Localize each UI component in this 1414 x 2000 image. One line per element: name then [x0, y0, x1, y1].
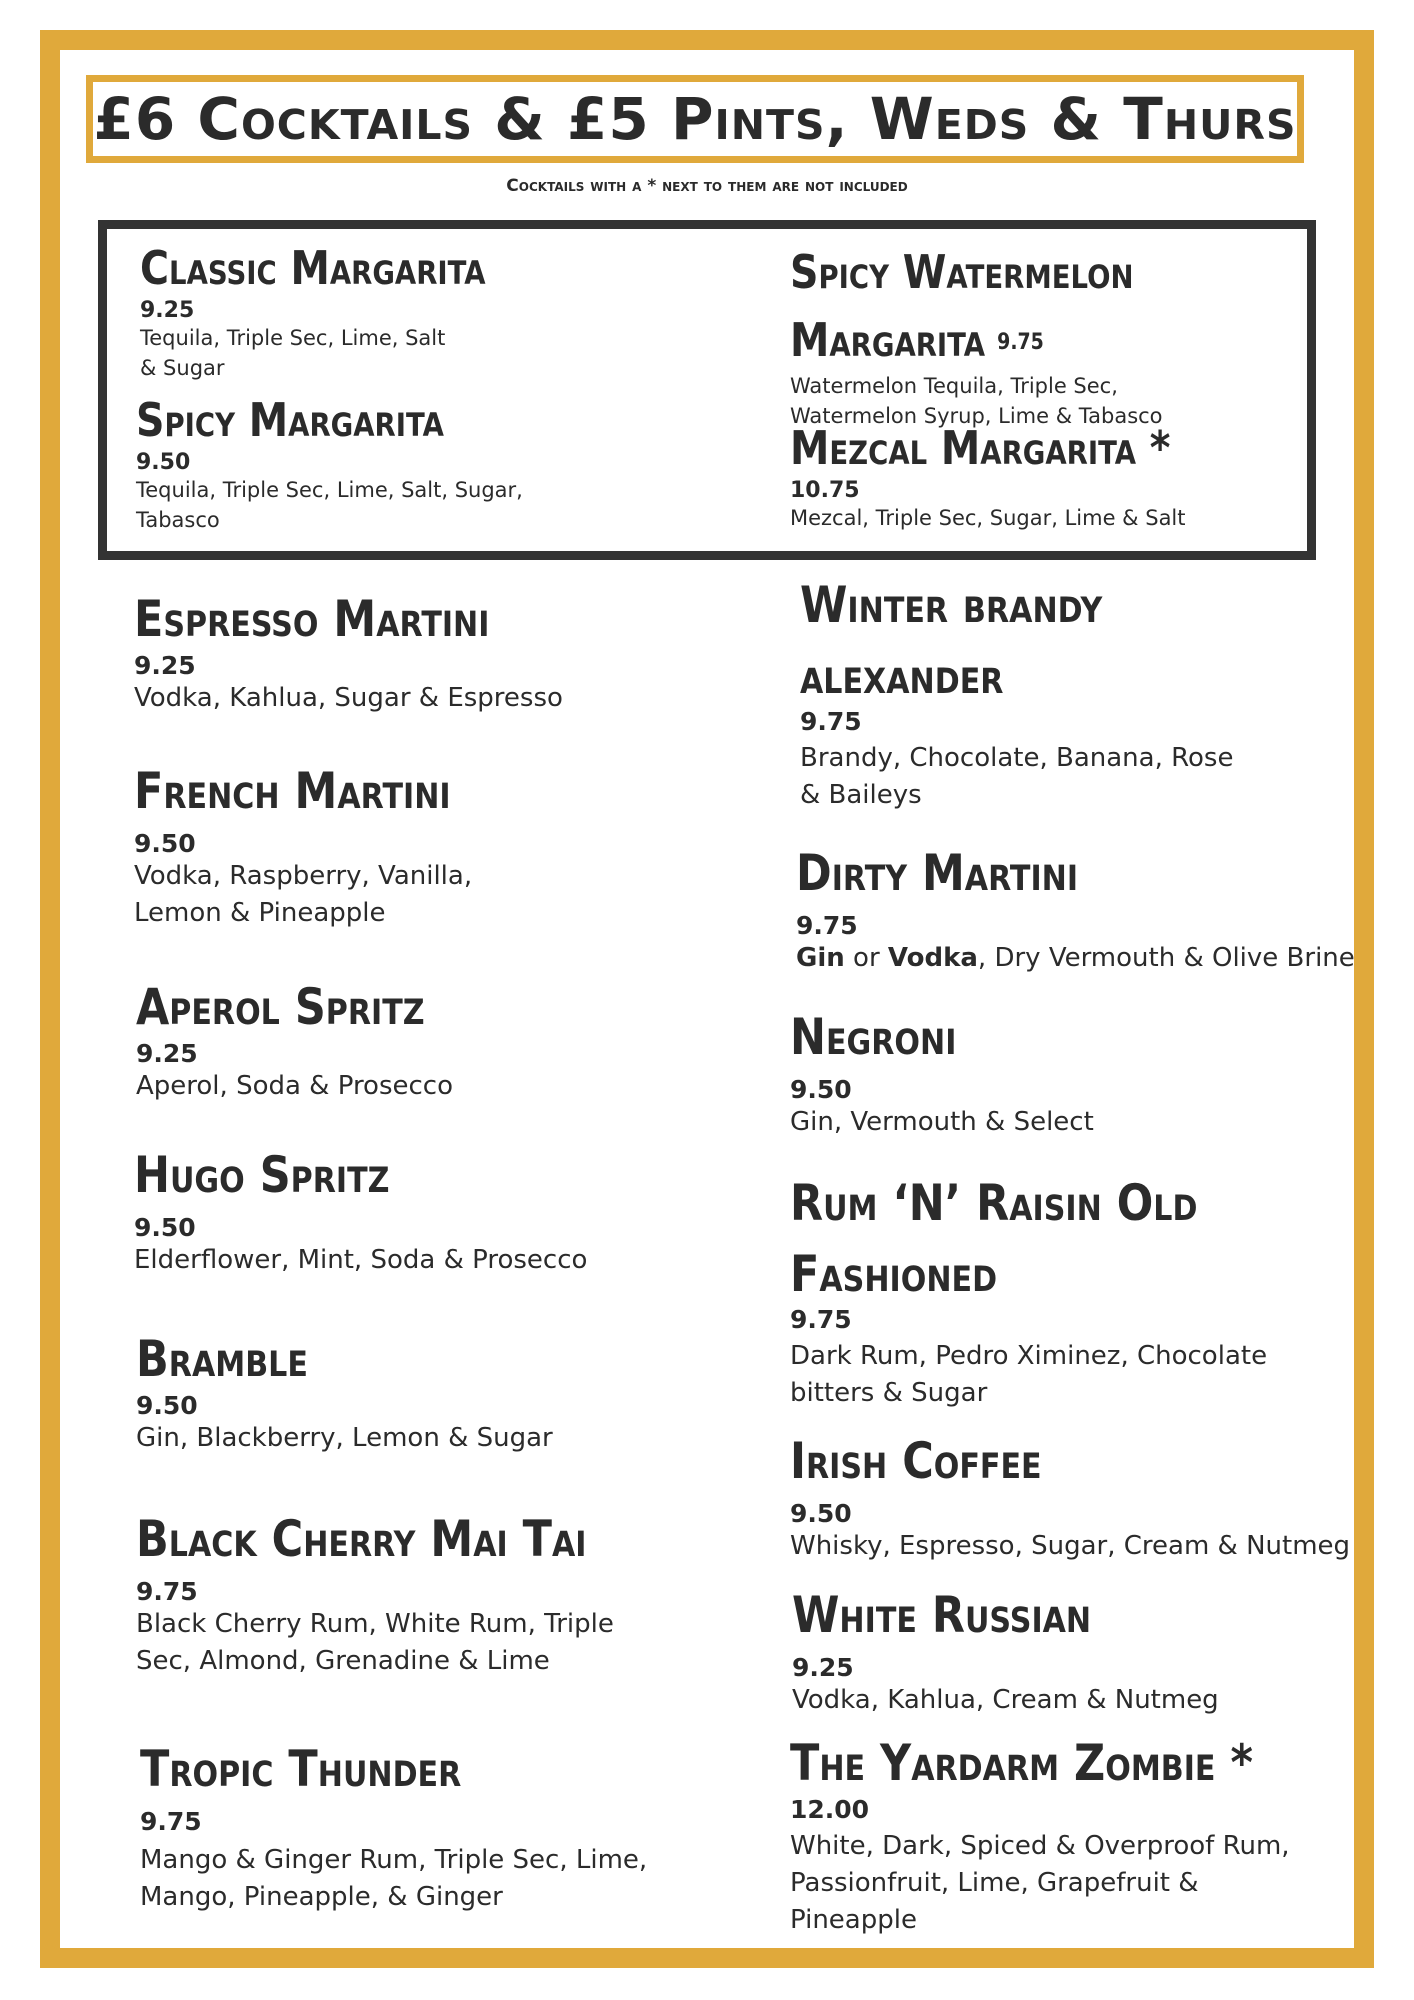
- item-desc: Sec, Almond, Grenadine & Lime: [136, 1645, 550, 1676]
- item-desc: Lemon & Pineapple: [134, 897, 386, 928]
- item-desc: Tabasco: [136, 507, 220, 532]
- item-name: Espresso Martini: [134, 590, 490, 648]
- menu-item-aperol-spritz: [136, 976, 472, 1105]
- item-price: 9.75: [140, 1806, 202, 1836]
- menu-item-espresso-martini: [134, 588, 563, 717]
- menu-title: £6 Cocktails & £5 Pints, Weds & Thurs: [93, 85, 1297, 153]
- menu-item-irish-coffee: [790, 1430, 1350, 1565]
- item-name: [790, 312, 1134, 370]
- item-desc-gin: Gin: [796, 942, 845, 973]
- item-desc: Black Cherry Rum, White Rum, Triple: [136, 1608, 614, 1639]
- item-price: 9.75: [790, 1305, 852, 1334]
- item-name: alexander: [800, 646, 1004, 705]
- menu-item-bramble: [136, 1328, 553, 1457]
- item-name: Negroni: [790, 1008, 957, 1066]
- item-price: 9.75: [997, 330, 1044, 356]
- item-price: 9.50: [136, 1390, 198, 1420]
- item-price: 9.50: [134, 1212, 196, 1242]
- menu-item-tropic-thunder: [140, 1738, 647, 1916]
- menu-item-spicy-margarita: [136, 392, 523, 535]
- item-desc: Gin, Blackberry, Lemon & Sugar: [136, 1422, 553, 1453]
- menu-subtitle: Cocktails with a * next to them are not included: [506, 176, 908, 196]
- item-price: 9.75: [800, 707, 862, 736]
- item-desc: Mezcal, Triple Sec, Sugar, Lime & Salt: [790, 505, 1186, 530]
- item-name: Spicy Watermelon: [790, 245, 1134, 299]
- item-name: Classic Margarita: [140, 241, 486, 295]
- item-price: 9.75: [136, 1576, 198, 1606]
- item-desc: & Sugar: [140, 355, 225, 380]
- menu-item-black-cherry-mai-tai: [136, 1508, 660, 1680]
- menu-item-negroni: [790, 1006, 1094, 1141]
- item-price: 9.25: [792, 1652, 854, 1682]
- menu-item-mezcal-margarita: [790, 420, 1232, 533]
- item-desc: Tequila, Triple Sec, Lime, Salt: [140, 325, 446, 350]
- item-name-line: Margarita: [790, 312, 986, 367]
- item-name: White Russian: [792, 1586, 1092, 1644]
- item-price: 9.50: [134, 828, 196, 858]
- item-desc-or: or: [844, 942, 888, 973]
- item-name: Spicy Margarita: [136, 393, 444, 447]
- item-price: 9.25: [140, 297, 195, 323]
- header-banner: [86, 75, 1304, 163]
- item-desc: [796, 940, 1355, 977]
- item-name: Hugo Spritz: [134, 1146, 390, 1204]
- item-name: French Martini: [134, 762, 451, 820]
- item-desc: Whisky, Espresso, Sugar, Cream & Nutmeg: [790, 1530, 1351, 1561]
- menu-item-winter-brandy-alexander: [800, 574, 1233, 814]
- item-desc: Dark Rum, Pedro Ximinez, Chocolate: [790, 1341, 1268, 1371]
- item-name: Dirty Martini: [796, 844, 1079, 902]
- item-desc: Mango & Ginger Rum, Triple Sec, Lime,: [140, 1844, 648, 1875]
- item-name: Mezcal Margarita *: [790, 421, 1171, 475]
- menu-item-french-martini: [134, 760, 502, 932]
- item-name: Bramble: [136, 1330, 308, 1388]
- item-desc: bitters & Sugar: [790, 1378, 988, 1408]
- menu-item-dirty-martini: [796, 842, 1355, 977]
- item-price: 9.25: [134, 650, 196, 680]
- item-desc: Vodka, Kahlua, Sugar & Espresso: [134, 682, 563, 713]
- item-price: 9.50: [790, 1498, 852, 1528]
- menu-item-spicy-watermelon-margarita: [790, 244, 1189, 431]
- item-name: Fashioned: [790, 1244, 998, 1303]
- item-desc-rest: , Dry Vermouth & Olive Brine: [977, 942, 1355, 973]
- item-desc: Vodka, Raspberry, Vanilla,: [134, 860, 473, 891]
- item-price: 9.75: [796, 910, 858, 940]
- item-desc: Gin, Vermouth & Select: [790, 1106, 1094, 1137]
- item-desc: Mango, Pineapple, & Ginger: [140, 1881, 503, 1912]
- item-name: Winter brandy: [800, 576, 1103, 634]
- item-desc: Aperol, Soda & Prosecco: [136, 1070, 454, 1101]
- item-name: Black Cherry Mai Tai: [136, 1510, 587, 1568]
- menu-item-classic-margarita: [140, 240, 542, 383]
- item-name: Rum ‘N’ Raisin Old: [790, 1174, 1198, 1232]
- menu-item-yardarm-zombie: [790, 1732, 1328, 1939]
- item-desc: Pineapple: [790, 1904, 917, 1935]
- item-price: 10.75: [790, 477, 860, 503]
- item-desc: Brandy, Chocolate, Banana, Rose: [800, 743, 1234, 773]
- item-name: Tropic Thunder: [140, 1740, 462, 1798]
- item-price: 9.50: [136, 449, 191, 475]
- item-desc: Watermelon Tequila, Triple Sec,: [790, 374, 1118, 398]
- item-price: 9.25: [136, 1038, 198, 1068]
- item-desc: & Baileys: [800, 780, 922, 810]
- item-desc-vodka: Vodka: [887, 942, 978, 973]
- item-name: Irish Coffee: [790, 1432, 1042, 1490]
- item-desc: White, Dark, Spiced & Overproof Rum,: [790, 1830, 1290, 1861]
- item-price: 12.00: [790, 1794, 870, 1824]
- item-desc: Watermelon Syrup, Lime & Tabasco: [790, 404, 1163, 428]
- item-desc: Tequila, Triple Sec, Lime, Salt, Sugar,: [136, 477, 523, 502]
- item-desc: Elderflower, Mint, Soda & Prosecco: [134, 1244, 588, 1275]
- item-price: 9.50: [790, 1074, 852, 1104]
- item-name: Aperol Spritz: [136, 978, 425, 1036]
- menu-item-white-russian: [792, 1584, 1219, 1719]
- item-name: The Yardarm Zombie *: [790, 1734, 1253, 1792]
- menu-item-rum-n-raisin-old-fashioned: [790, 1172, 1267, 1412]
- item-desc: Vodka, Kahlua, Cream & Nutmeg: [792, 1684, 1219, 1715]
- menu-item-hugo-spritz: [134, 1144, 587, 1279]
- item-desc: Passionfruit, Lime, Grapefruit &: [790, 1867, 1199, 1898]
